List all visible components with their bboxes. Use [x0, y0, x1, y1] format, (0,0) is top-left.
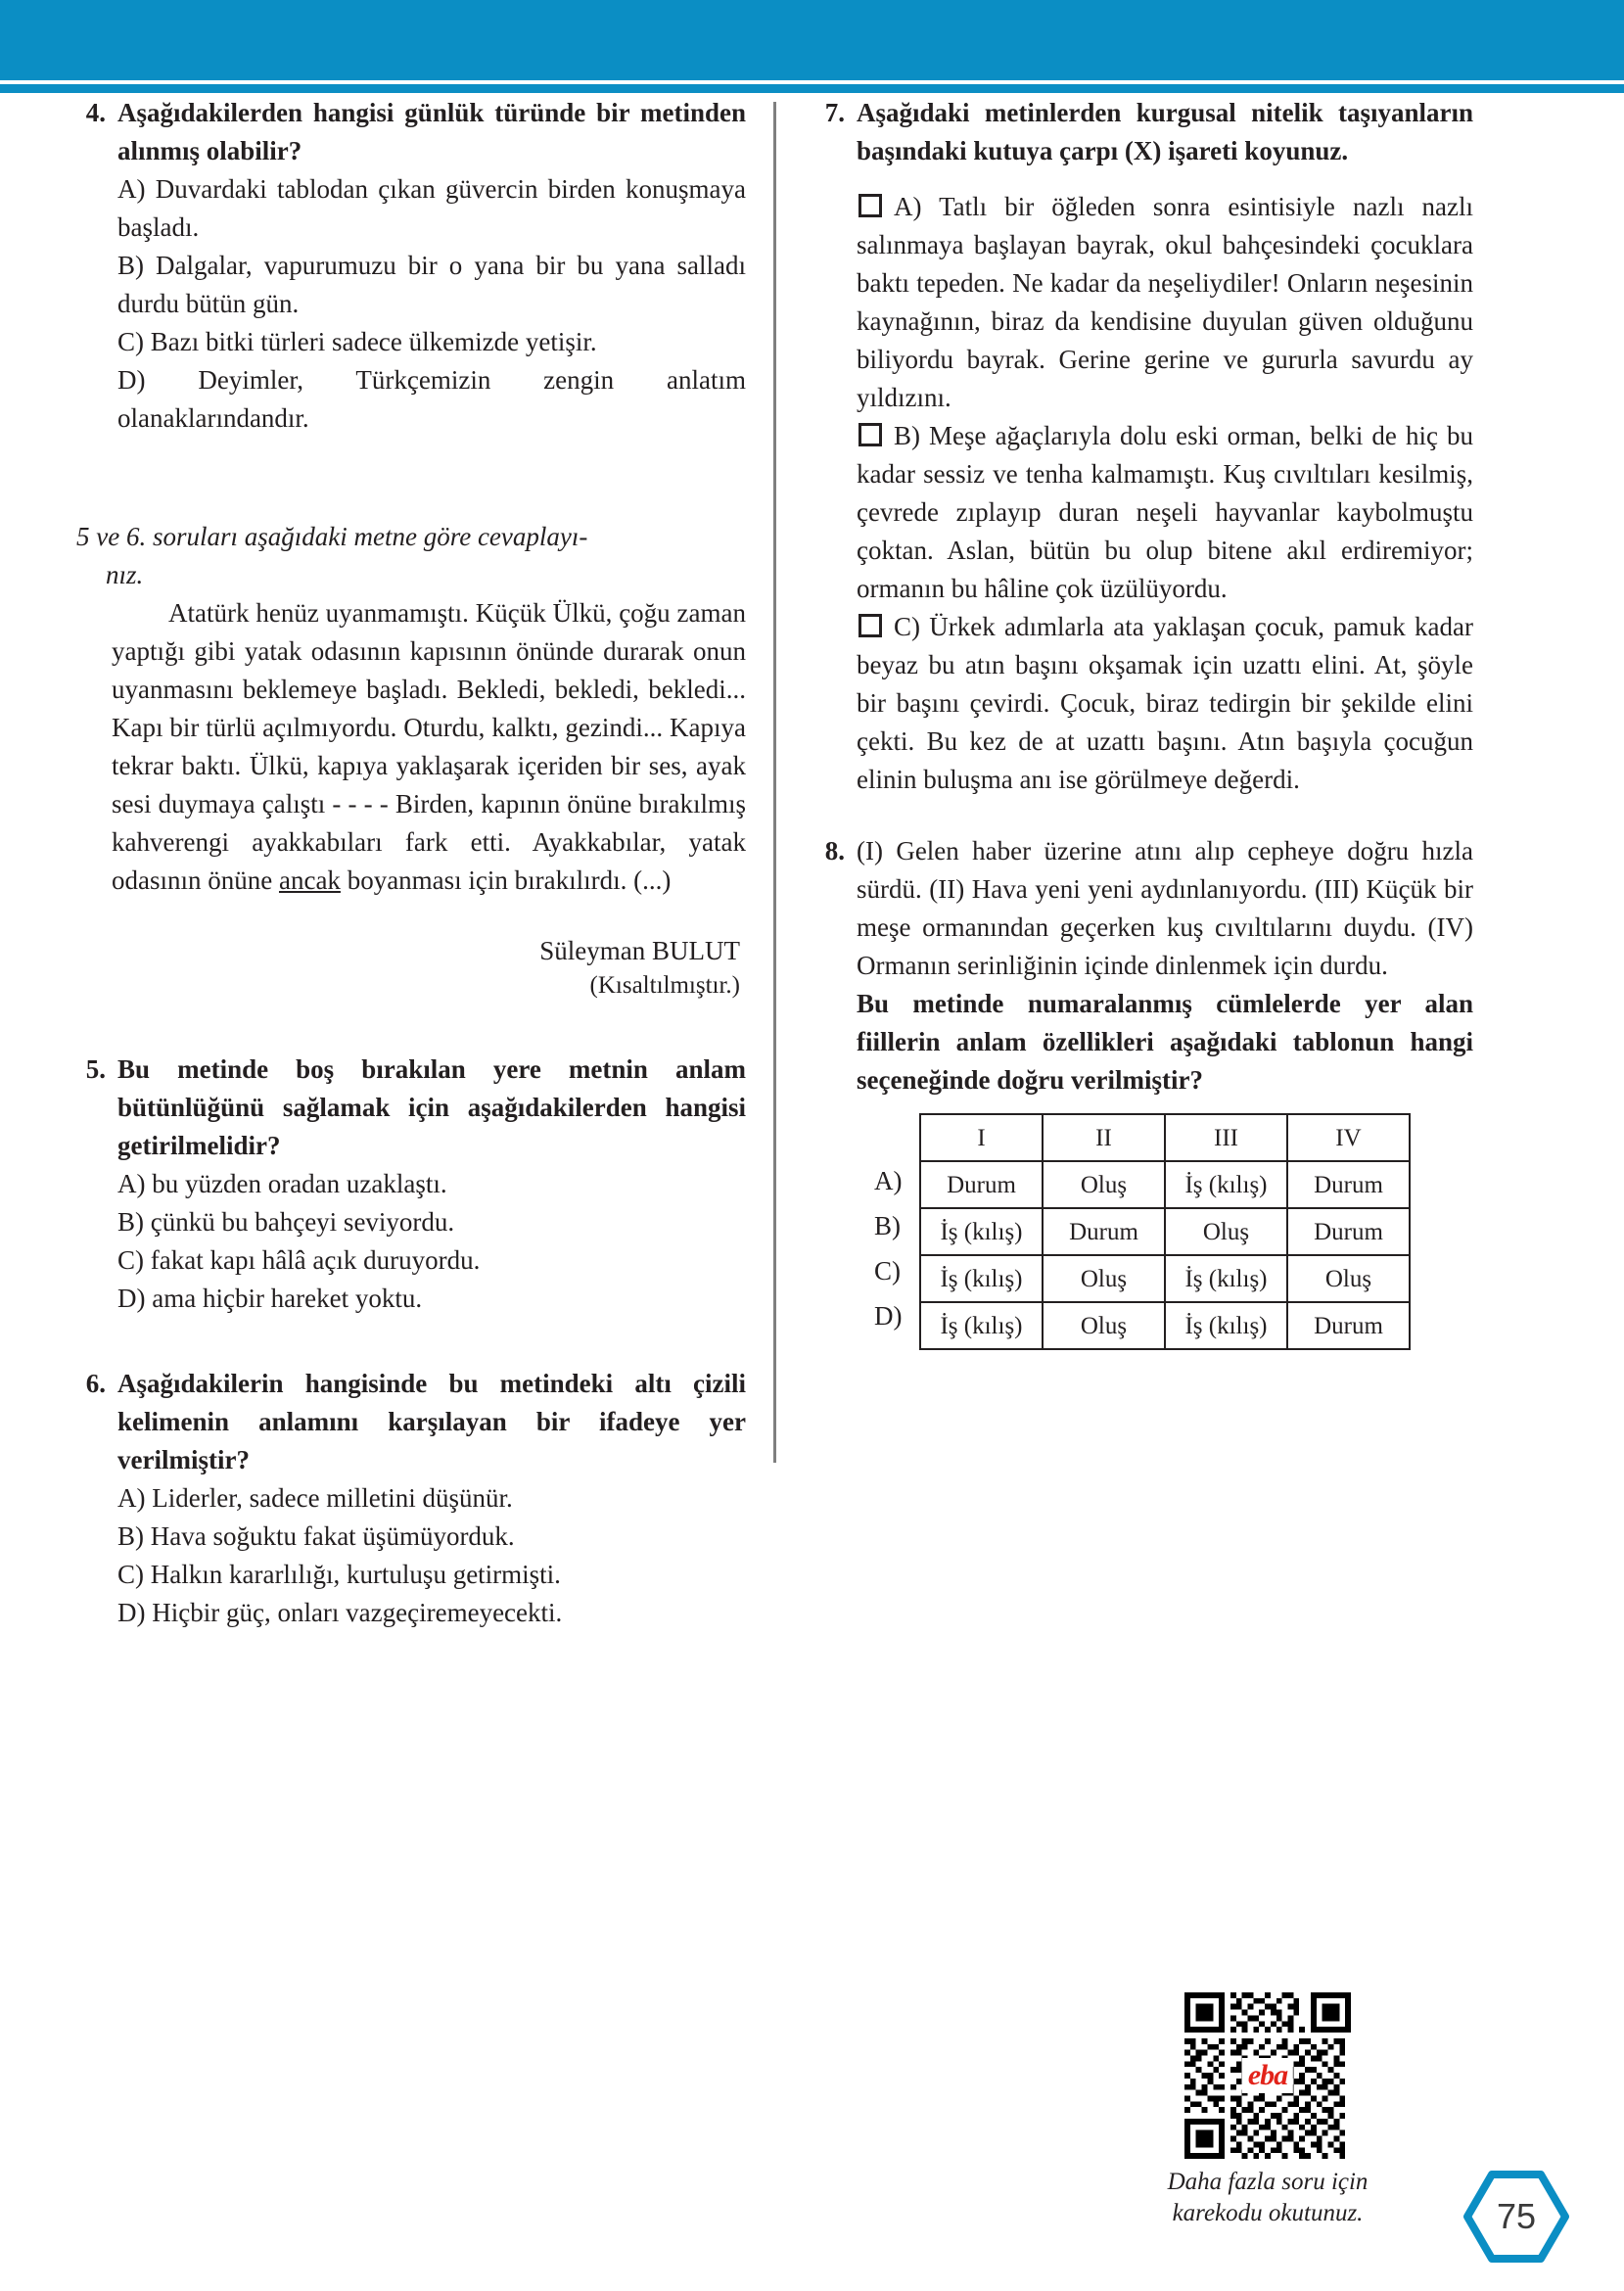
top-blue-bar-secondary — [0, 84, 1624, 93]
question-7-option-a-text: A) Tatlı bir öğleden sonra esintisiyle nazlı nazlı salınmaya başlayan bayrak, okul bahçesindeki çocuklara baktı tepeden. Ne kadar da neşeliydiler! Onların neşesinin kaynağının, biraz da kendisine duyulan güven olduğunu biliyordu bayrak. Gerine gerine ve gururla savurdu ay yıldızını. — [857, 192, 1473, 412]
question-6-option-d[interactable]: D) Hiçbir güç, onları vazgeçiremeyecekti. — [117, 1598, 563, 1627]
passage-note: (Kısaltılmıştır.) — [589, 972, 740, 999]
question-8-number: 8. — [824, 836, 845, 865]
table-header-1: I — [920, 1114, 1043, 1161]
question-6-option-a[interactable]: A) Liderler, sadece milletini düşünür. — [117, 1483, 513, 1513]
question-7 — [815, 94, 1473, 799]
table-header-row — [920, 1114, 1410, 1161]
answer-letter-c[interactable]: C) — [874, 1256, 901, 1286]
question-7-option-b[interactable] — [857, 417, 1473, 608]
page-number-badge — [1462, 2169, 1571, 2265]
question-4-body — [117, 94, 746, 438]
table-cell: İş (kılış) — [920, 1208, 1043, 1255]
table-row[interactable] — [920, 1302, 1410, 1349]
table-cell: İş (kılış) — [1165, 1161, 1287, 1208]
question-7-stem: Aşağıdaki metinlerden kurgusal nitelik taşıyanların başındaki kutuya çarpı (X) işareti koyunuz. — [857, 98, 1473, 165]
passage-author: Süleyman BULUT — [539, 936, 740, 965]
checkbox-icon[interactable] — [858, 423, 882, 446]
reading-passage — [76, 594, 746, 900]
spacer — [76, 1004, 746, 1051]
answer-letter-d[interactable]: D) — [874, 1301, 903, 1331]
eba-logo: eba — [1242, 2058, 1293, 2093]
top-blue-band — [0, 0, 1624, 80]
checkbox-icon[interactable] — [858, 194, 882, 217]
question-6-body — [117, 1365, 746, 1632]
question-5-option-d[interactable]: D) ama hiçbir hareket yoktu. — [117, 1284, 423, 1313]
passage-directive — [76, 518, 746, 594]
table-cell: Oluş — [1165, 1208, 1287, 1255]
table-cell: Oluş — [1043, 1161, 1165, 1208]
qr-footer — [1140, 1992, 1395, 2229]
question-5 — [76, 1051, 746, 1318]
passage-credit — [76, 933, 746, 1004]
qr-code-image[interactable] — [1184, 1992, 1351, 2159]
question-7-option-b-text: B) Meşe ağaçlarıyla dolu eski orman, belki de hiç bu kadar sessiz ve tenha kalmamıştı. Kuş cıvıltıları kesilmiş, çevrede zıplayıp duran neşeli hayvanlar kaybolmuştu çoktan. Aslan, bütün bu olup bitene akıl erdiremiyor; ormanın bu hâline çok üzülüyordu. — [857, 421, 1473, 603]
spacer — [815, 799, 1473, 832]
passage-directive-line2: nız. — [106, 560, 144, 589]
question-7-option-c-text: C) Ürkek adımlarla ata yaklaşan çocuk, pamuk kadar beyaz bu atın başını okşamak için uzattı elini. At, şöyle bir başını çevirdi. Çocuk, biraz tedirgin bir şekilde elini çekti. Bu kez de at uzattı başını. Atın başıyla çocuğun elinin buluşma anı ise görülmeye değerdi. — [857, 612, 1473, 794]
question-7-number: 7. — [824, 98, 845, 127]
table-header-4: IV — [1287, 1114, 1410, 1161]
answer-letter-a[interactable]: A) — [874, 1166, 903, 1195]
table-cell: Durum — [1287, 1208, 1410, 1255]
table-cell: Oluş — [1043, 1255, 1165, 1302]
spacer — [76, 900, 746, 933]
table-row[interactable] — [920, 1161, 1410, 1208]
question-5-option-c[interactable]: C) fakat kapı hâlâ açık duruyordu. — [117, 1245, 481, 1275]
question-6 — [76, 1365, 746, 1632]
question-8-stem: Bu metinde numaralanmış cümlelerde yer alan fiillerin anlam özellikleri aşağıdaki tablonun hangi seçeneğinde doğru verilmiştir? — [857, 989, 1473, 1095]
question-8 — [815, 832, 1473, 1350]
table-cell: Durum — [1287, 1302, 1410, 1349]
table-cell: İş (kılış) — [920, 1255, 1043, 1302]
passage-text-after: boyanması için bırakılırdı. (...) — [340, 865, 672, 895]
spacer — [76, 1318, 746, 1365]
question-4-option-b[interactable]: B) Dalgalar, vapurumuzu bir o yana bir bu yana salladı durdu bütün gün. — [117, 251, 746, 318]
question-7-body — [857, 94, 1473, 799]
question-4-option-a[interactable]: A) Duvardaki tablodan çıkan güvercin birden konuşmaya başladı. — [117, 174, 746, 242]
question-5-option-a[interactable]: A) bu yüzden oradan uzaklaştı. — [117, 1169, 447, 1198]
table-cell: İş (kılış) — [1165, 1302, 1287, 1349]
checkbox-icon[interactable] — [858, 614, 882, 637]
table-row[interactable] — [920, 1255, 1410, 1302]
question-8-answer-table-block — [857, 1113, 1473, 1350]
question-7-option-a[interactable] — [857, 188, 1473, 417]
two-column-layout — [76, 94, 1550, 1984]
table-cell: Durum — [1287, 1161, 1410, 1208]
passage-underlined-word: ancak — [278, 865, 341, 895]
question-8-text: (I) Gelen haber üzerine atını alıp cepheye doğru hızla sürdü. (II) Hava yeni yeni aydınlanıyordu. (III) Küçük bir meşe ormanından geçerken kuş cıvıltılarını duydu. (IV) Ormanın serinliğinin içinde dinlenmek için durdu. — [857, 836, 1473, 980]
question-6-stem: Aşağıdakilerin hangisinde bu metindeki altı çizili kelimenin anlamını karşılayan bir ifadeye yer verilmiştir? — [117, 1369, 746, 1474]
question-6-option-c[interactable]: C) Halkın kararlılığı, kurtuluşu getirmişti. — [117, 1560, 561, 1589]
question-5-stem: Bu metinde boş bırakılan yere metnin anlam bütünlüğünü sağlamak için aşağıdakilerden hangisi getirilmelidir? — [117, 1054, 746, 1160]
question-5-body — [117, 1051, 746, 1318]
question-5-number: 5. — [85, 1054, 106, 1084]
verb-types-table — [919, 1113, 1411, 1350]
question-4-stem: Aşağıdakilerden hangisi günlük türünde bir metinden alınmış olabilir? — [117, 98, 746, 165]
table-cell: Oluş — [1043, 1302, 1165, 1349]
question-8-body — [857, 832, 1473, 1350]
table-cell: İş (kılış) — [920, 1302, 1043, 1349]
page-number: 75 — [1496, 2196, 1537, 2236]
question-4-number: 4. — [85, 98, 106, 127]
question-4 — [76, 94, 746, 438]
table-row[interactable] — [920, 1208, 1410, 1255]
table-cell: İş (kılış) — [1165, 1255, 1287, 1302]
table-cell: Durum — [920, 1161, 1043, 1208]
answer-table-wrapper — [874, 1113, 1473, 1350]
table-cell: Oluş — [1287, 1255, 1410, 1302]
spacer — [76, 485, 746, 518]
question-6-option-b[interactable]: B) Hava soğuktu fakat üşümüyorduk. — [117, 1521, 515, 1551]
left-column — [76, 94, 773, 1984]
passage-text-before: Atatürk henüz uyanmamıştı. Küçük Ülkü, çoğu zaman yaptığı gibi yatak odasının kapısının önünde durarak onun uyanmasını beklemeye başladı. Bekledi, bekledi, bekledi... Kapı bir türlü açılmıyordu. Oturdu, kalktı, gezindi... Kapıya tekrar baktı. Ülkü, kapıya yaklaşarak içeriden bir ses, ayak sesi duymaya çalıştı - - - - Birden, kapının önüne bırakılmış kahverengi ayakkabıları fark etti. Ayakkabılar, yatak odasının önüne — [112, 598, 746, 895]
table-cell: Durum — [1043, 1208, 1165, 1255]
question-4-option-d[interactable]: D) Deyimler, Türkçemizin zengin anlatım olanaklarındandır. — [117, 365, 746, 433]
qr-caption-line2: karekodu okutunuz. — [1172, 2200, 1364, 2226]
table-header-3: III — [1165, 1114, 1287, 1161]
question-6-number: 6. — [85, 1369, 106, 1398]
answer-letter-b[interactable]: B) — [874, 1211, 901, 1240]
question-4-option-c[interactable]: C) Bazı bitki türleri sadece ülkemizde yetişir. — [117, 327, 597, 356]
right-column — [776, 94, 1473, 1984]
passage-directive-line1: 5 ve 6. soruları aşağıdaki metne göre cevaplayı- — [76, 522, 588, 551]
spacer — [76, 438, 746, 485]
qr-caption — [1140, 2167, 1395, 2229]
question-5-option-b[interactable]: B) çünkü bu bahçeyi seviyordu. — [117, 1207, 455, 1237]
question-7-option-c[interactable] — [857, 608, 1473, 799]
qr-caption-line1: Daha fazla soru için — [1167, 2169, 1369, 2195]
table-header-2: II — [1043, 1114, 1165, 1161]
answer-letters-column — [874, 1113, 919, 1338]
spacer — [857, 170, 1473, 188]
